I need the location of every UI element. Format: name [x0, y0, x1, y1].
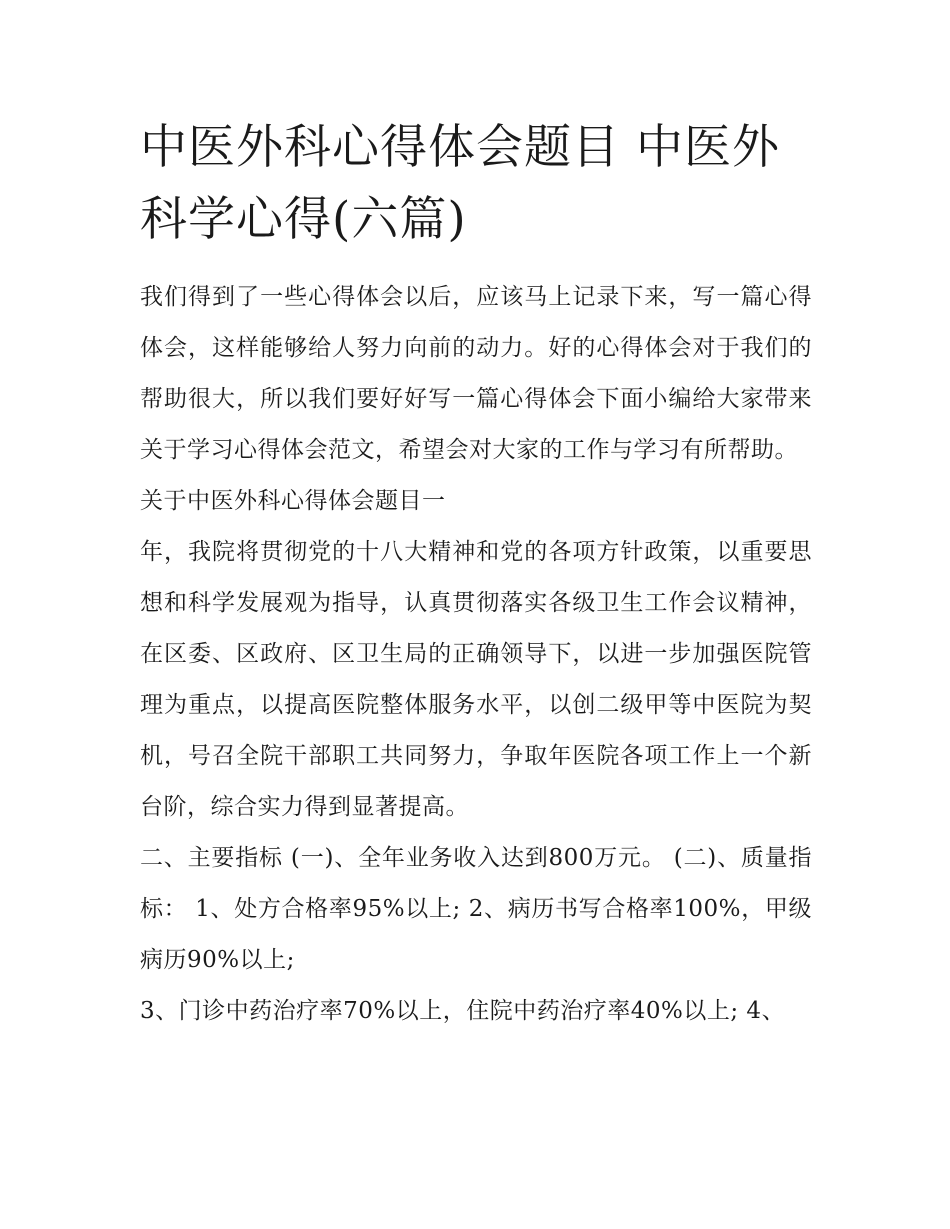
body-paragraph: 年，我院将贯彻党的十八大精神和党的各项方针政策，以重要思想和科学发展观为指导，认真贯彻落实各级卫生工作会议精神，在区委、区政府、区卫生局的正确领导下，以进一步加强医院管理为重点，以提高医院整体服务水平，以创二级甲等中医院为契机，号召全院干部职工共同努力，争取年医院各项工作上一个新台阶，综合实力得到显著提高。 [140, 539, 812, 820]
document-page [140, 112, 812, 1037]
intro-paragraph: 我们得到了一些心得体会以后，应该马上记录下来，写一篇心得体会，这样能够给人努力向前的动力。好的心得体会对于我们的帮助很大，所以我们要好好写一篇心得体会下面小编给大家带来关于学习心得体会范文，希望会对大家的工作与学习有所帮助。 [140, 284, 812, 463]
document-title: 中医外科心得体会题目 中医外科学心得(六篇) [140, 120, 780, 247]
indicators-paragraph: 二、主要指标 (一)、全年业务收入达到800万元。 (二)、质量指标： 1、处方合格率95%以上; 2、病历书写合格率100%，甲级病历90%以上; [140, 845, 812, 973]
section-heading: 关于中医外科心得体会题目一 [140, 488, 446, 514]
indicators-paragraph-continued: 3、门诊中药治疗率70%以上，住院中药治疗率40%以上; 4、 [140, 998, 786, 1024]
